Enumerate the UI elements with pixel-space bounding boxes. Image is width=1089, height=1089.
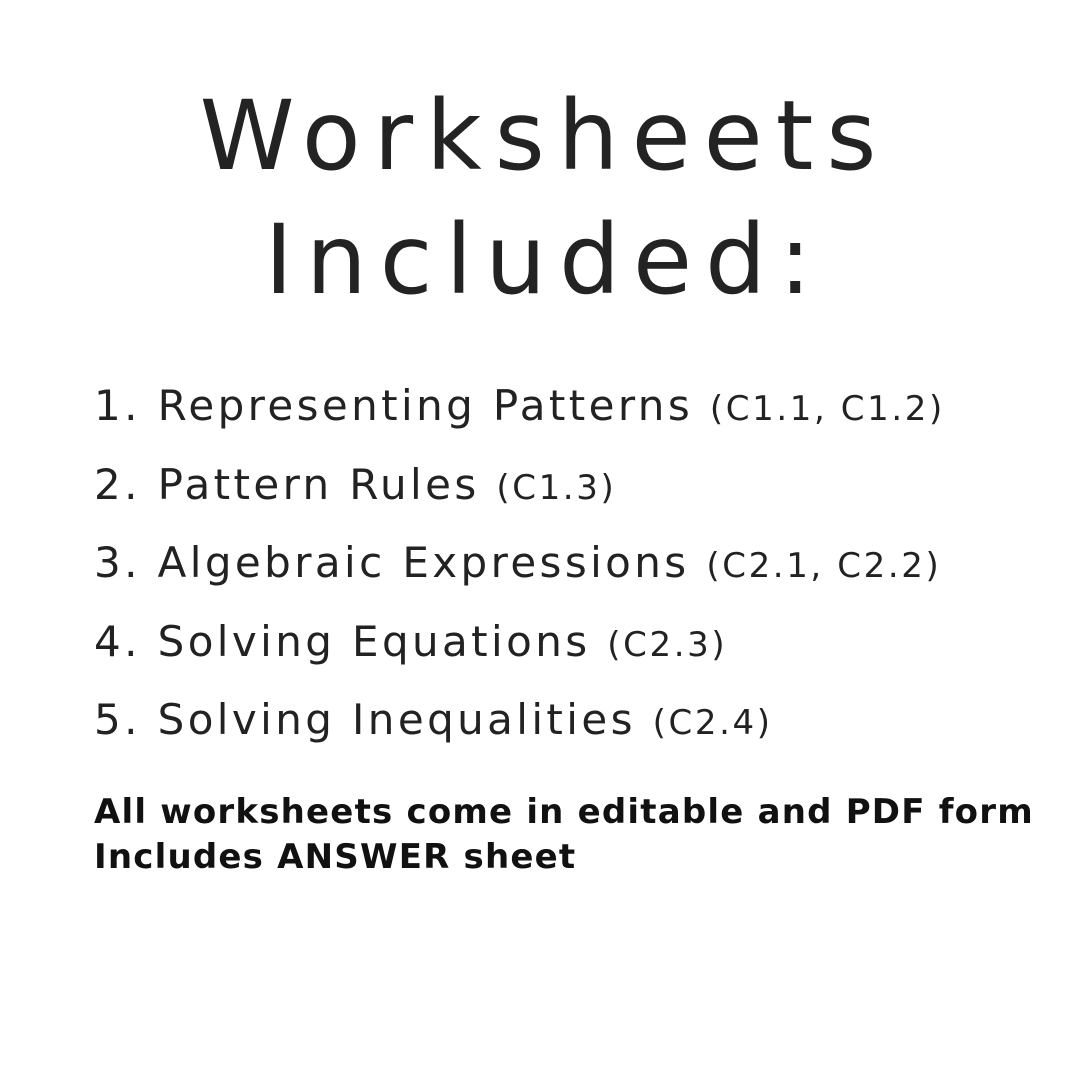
worksheet-codes: (C1.3) [496,467,617,508]
worksheet-item [94,614,945,693]
answer-sheet-note: Includes ANSWER sheet [94,837,577,877]
page-title-line-2: Included: [264,204,825,316]
worksheet-name: Representing Patterns [157,381,694,430]
notes-block [94,790,1034,880]
worksheet-name: Algebraic Expressions [157,538,690,588]
worksheet-name: Solving Inequalities [157,695,636,745]
worksheet-codes: (C2.3) [607,624,728,665]
worksheet-list [94,378,945,771]
worksheet-name: Solving Equations [157,616,591,666]
format-note: All worksheets come in editable and PDF form [94,792,1034,832]
worksheet-number: 1. [94,381,141,430]
worksheet-codes: (C1.1, C1.2) [709,389,945,429]
worksheet-item [94,692,945,771]
worksheet-number: 3. [94,538,141,588]
worksheet-number: 2. [94,459,141,509]
worksheet-number: 4. [94,616,141,666]
worksheet-item [94,378,945,457]
worksheet-item [94,535,945,614]
worksheet-codes: (C2.1, C2.2) [706,546,942,587]
worksheet-item [94,457,945,536]
page-title-line-1: Worksheets [199,80,890,192]
worksheet-codes: (C2.4) [652,703,773,744]
worksheet-name: Pattern Rules [157,459,480,509]
worksheet-number: 5. [94,695,141,745]
